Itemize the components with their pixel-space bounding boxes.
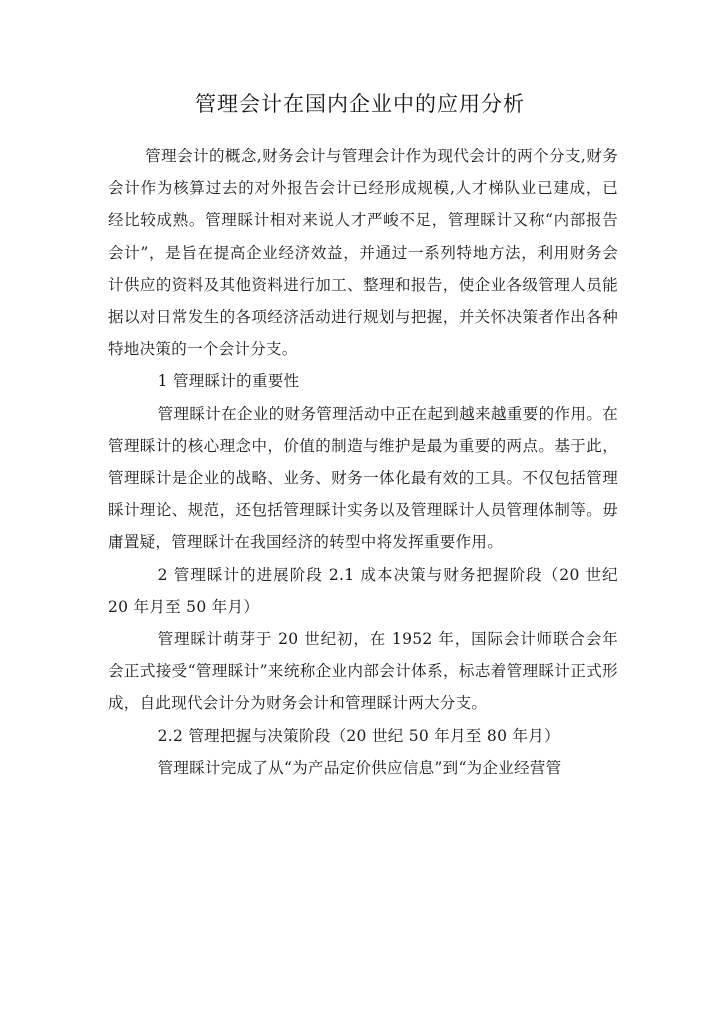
paragraph-transition: 管理睬计完成了从“为产品定价供应信息”到“为企业经营管 xyxy=(157,758,562,777)
section-heading-1: 1 管理睬计的重要性 xyxy=(157,372,300,391)
paragraph-importance: 管理睬计在企业的财务管理活动中正在起到越来越重要的作用。在管理睬计的核心理念中，价值的制造与维护是最为重要的两点。基于此，管理睬计是企业的战略、业务、财务一体化最有效的工具。不仅包括管理睬计理论、规范，还包括管理睬计实务以及管理睬计人员管理体制等。毋庸置疑，管理睬计在我国经济的转型中将发挥重要作用。 xyxy=(108,404,618,552)
section-heading-2: 2 管理睬计的进展阶段 2.1 成本决策与财务把握阶段（20 世纪 20 年月至 50 年月） xyxy=(108,565,618,616)
paragraph-intro: 管理会计的概念,财务会计与管理会计作为现代会计的两个分支,财务会计作为核算过去的对外报告会计已经形成规模,人才梯队业已建成，已经比较成熟。管理睬计相对来说人才严峻不足，管理睬计又称“内部报告会计”，是旨在提高企业经济效益，并通过一系列特地方法，利用财务会计供应的资料及其他资料进行加工、整理和报告，使企业各级管理人员能据以对日常发生的各项经济活动进行规划与把握，并关怀决策者作出各种特地决策的一个会计分支。 xyxy=(108,147,618,359)
document-title: 管理会计在国内企业中的应用分析 xyxy=(195,92,525,116)
section-heading-2-2: 2.2 管理把握与决策阶段（20 世纪 50 年月至 80 年月） xyxy=(157,726,560,745)
paragraph-origin: 管理睬计萌芽于 20 世纪初，在 1952 年，国际会计师联合会年会正式接受“管理睬计”来统称企业内部会计体系，标志着管理睬计正式形成，自此现代会计分为财务会计和管理睬计两大分支。 xyxy=(108,630,618,713)
document-body xyxy=(108,140,618,784)
